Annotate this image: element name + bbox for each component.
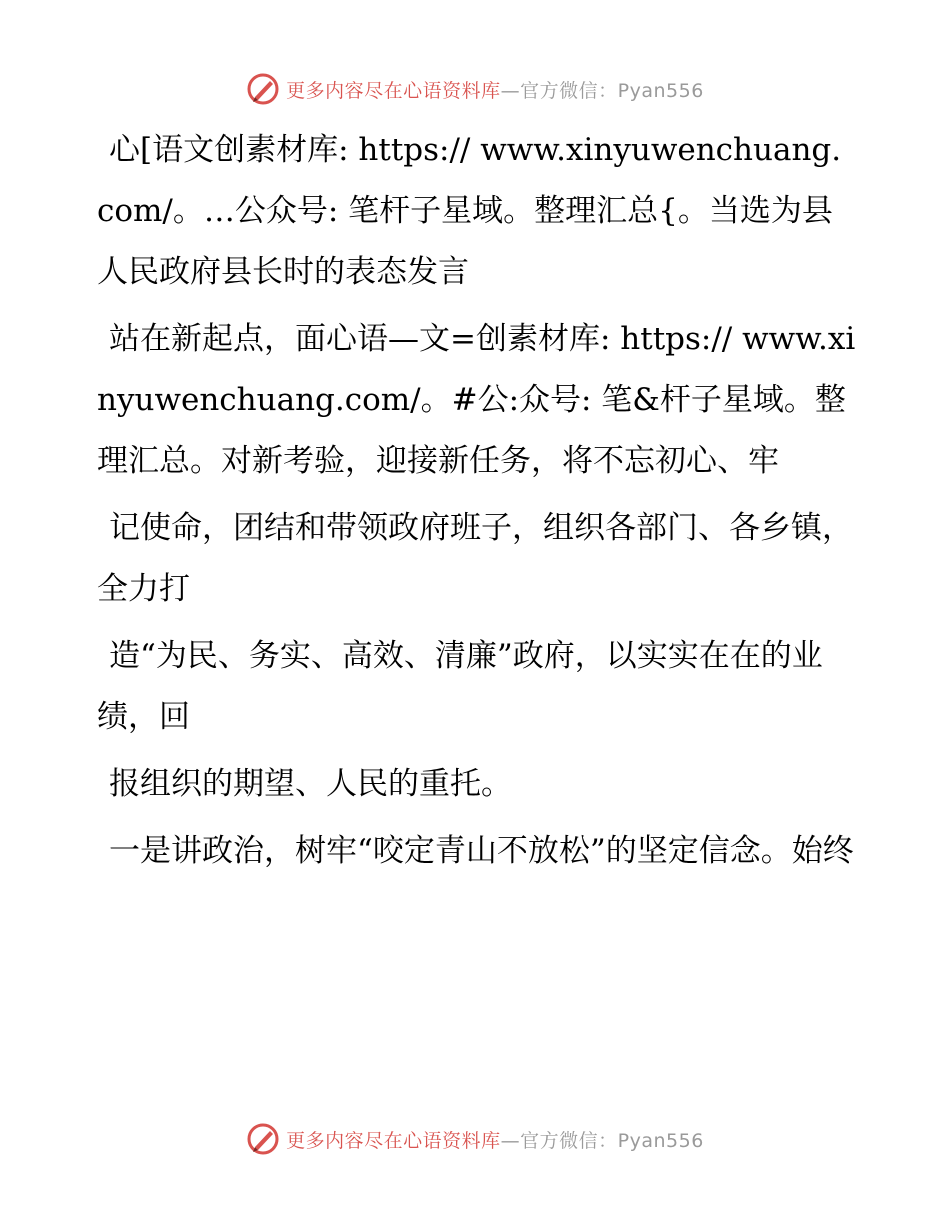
banner-wechat-text: —官方微信：Pyan556 [500,1129,704,1152]
banner-wechat-text: —官方微信：Pyan556 [500,79,704,102]
pen-logo-icon [246,72,280,106]
paragraph-3: 记使命，团结和带领政府班子，组织各部门、各乡镇，全力打 [97,510,853,607]
banner-site-text: 更多内容尽在心语资料库 [286,1129,501,1152]
pen-logo-icon [246,1122,280,1156]
document-body [97,120,857,888]
header-banner [0,72,950,106]
banner-site-text: 更多内容尽在心语资料库 [286,79,501,102]
footer-banner [0,1122,950,1156]
paragraph-1: 心[语文创素材库: https:// www.xinyuwenchuang.com/。…公众号: 笔杆子星域。整理汇总{。当选为县人民政府县长时的表态发言 [97,132,842,290]
paragraph-6: 一是讲政治，树牢“咬定青山不放松”的坚定信念。始终 [109,833,854,869]
paragraph-2: 站在新起点，面心语—文=创素材库: https:// www.xinyuwenchuang.com/。#公:众号: 笔&杆子星域。整理汇总。对新考验，迎接新任务，将不忘初心、牢 [97,321,856,479]
paragraph-4: 造“为民、务实、高效、清廉”政府，以实实在在的业绩，回 [97,638,823,735]
paragraph-5: 报组织的期望、人民的重托。 [109,766,512,802]
